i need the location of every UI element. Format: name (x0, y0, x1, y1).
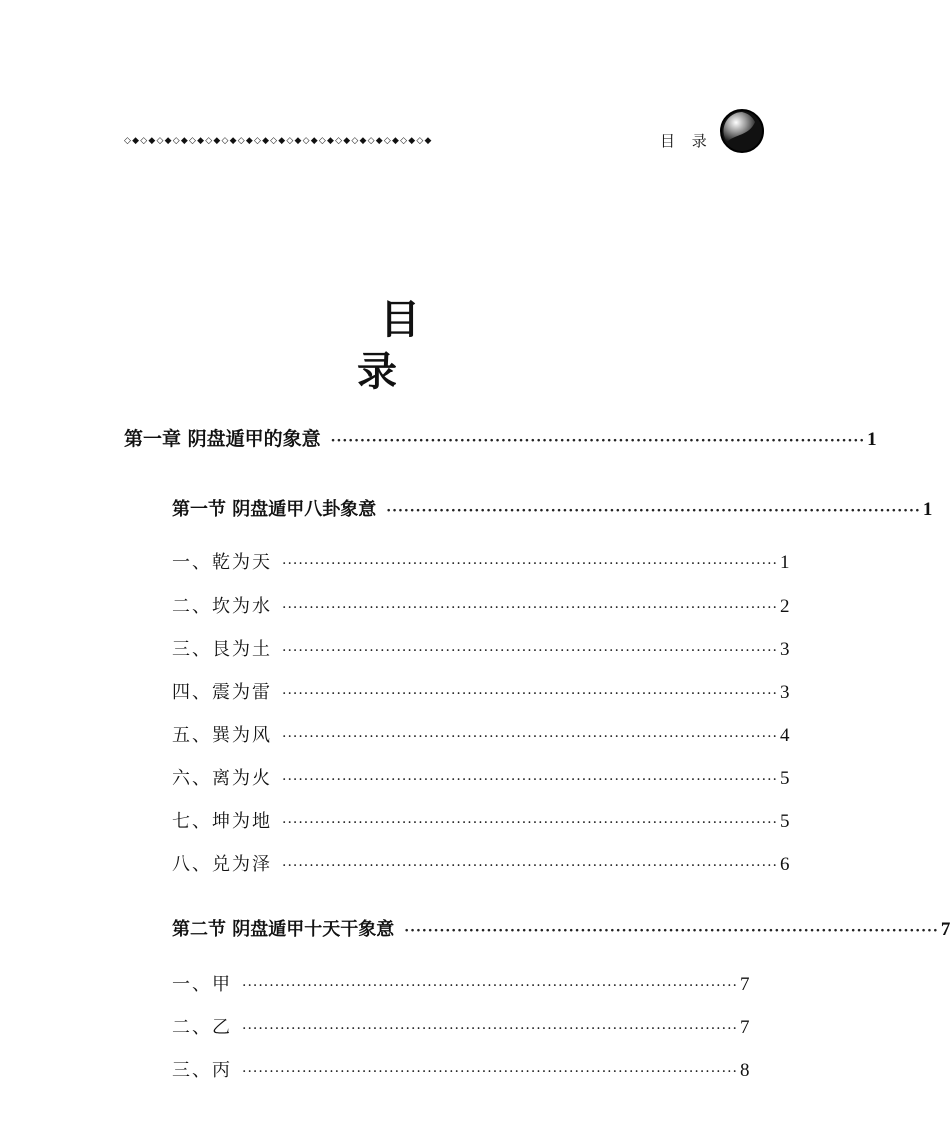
toc-item-label: 四、震为雷 (172, 682, 272, 703)
toc-item-row[interactable] (172, 807, 792, 833)
toc-chapter-row[interactable] (124, 424, 877, 451)
toc-leader: ··························································································· (404, 923, 939, 939)
toc-page-number: 5 (779, 811, 792, 832)
toc-item-row[interactable] (172, 764, 792, 790)
toc-section-row[interactable] (172, 915, 950, 941)
toc-leader: ··························································································· (330, 433, 866, 449)
toc-page-number: 7 (739, 974, 752, 995)
toc-item-label: 一、乾为天 (172, 552, 272, 573)
toc-item-label: 二、坎为水 (172, 596, 272, 617)
toc-leader: ··························································································· (242, 1021, 738, 1037)
toc-page-number: 4 (779, 725, 792, 746)
toc-item-row[interactable] (172, 1013, 752, 1039)
toc-page-number: 7 (739, 1017, 752, 1038)
toc-leader: ··························································································· (282, 815, 778, 831)
toc-chapter-label: 第一章 阴盘遁甲的象意 (124, 428, 321, 450)
toc-item-label: 七、坤为地 (172, 811, 272, 832)
toc-page-number: 1 (867, 429, 877, 450)
toc-leader: ··························································································· (282, 729, 778, 745)
toc-leader: ··························································································· (282, 772, 778, 788)
toc-page-number: 8 (739, 1060, 752, 1081)
toc-item-label: 二、乙 (172, 1017, 232, 1038)
toc-page-number: 1 (922, 499, 933, 520)
toc-leader: ··························································································· (282, 686, 778, 702)
toc-item-row[interactable] (172, 850, 792, 876)
toc-section-label: 第二节 阴盘遁甲十天干象意 (172, 919, 395, 940)
running-head: 目 录 (660, 132, 713, 150)
toc-page-number: 1 (779, 552, 792, 573)
toc-item-row[interactable] (172, 970, 752, 996)
toc-page-number: 6 (779, 854, 792, 875)
toc-leader: ··························································································· (242, 1064, 738, 1080)
toc-item-row[interactable] (172, 635, 792, 661)
toc-leader: ··························································································· (282, 600, 778, 616)
yin-yang-icon (719, 108, 765, 154)
toc-item-label: 六、离为火 (172, 768, 272, 789)
toc-item-label: 三、艮为土 (172, 639, 272, 660)
toc-page-number: 3 (779, 639, 792, 660)
page-title: 目 录 (357, 297, 466, 395)
toc-item-label: 一、甲 (172, 974, 232, 995)
toc-item-label: 五、巽为风 (172, 725, 272, 746)
toc-leader: ··························································································· (386, 503, 921, 519)
header-ornament: ◇◆◇◆◇◆◇◆◇◆◇◆◇◆◇◆◇◆◇◆◇◆◇◆◇◆◇◆◇◆◇◆◇◆◇◆◇◆ (124, 136, 433, 146)
toc-leader: ··························································································· (282, 643, 778, 659)
toc-page-number: 3 (779, 682, 792, 703)
toc-page-number: 2 (779, 596, 792, 617)
toc-item-row[interactable] (172, 1056, 752, 1082)
toc-item-row[interactable] (172, 548, 792, 574)
toc-section-label: 第一节 阴盘遁甲八卦象意 (172, 499, 377, 520)
toc-leader: ··························································································· (242, 978, 738, 994)
toc-leader: ··························································································· (282, 858, 778, 874)
toc-leader: ··························································································· (282, 556, 778, 572)
toc-item-label: 三、丙 (172, 1060, 232, 1081)
toc-item-row[interactable] (172, 592, 792, 618)
toc-page-number: 5 (779, 768, 792, 789)
toc-page-number: 7 (940, 919, 950, 940)
toc-item-row[interactable] (172, 721, 792, 747)
toc-item-label: 八、兑为泽 (172, 854, 272, 875)
toc-section-row[interactable] (172, 495, 933, 521)
toc-item-row[interactable] (172, 678, 792, 704)
